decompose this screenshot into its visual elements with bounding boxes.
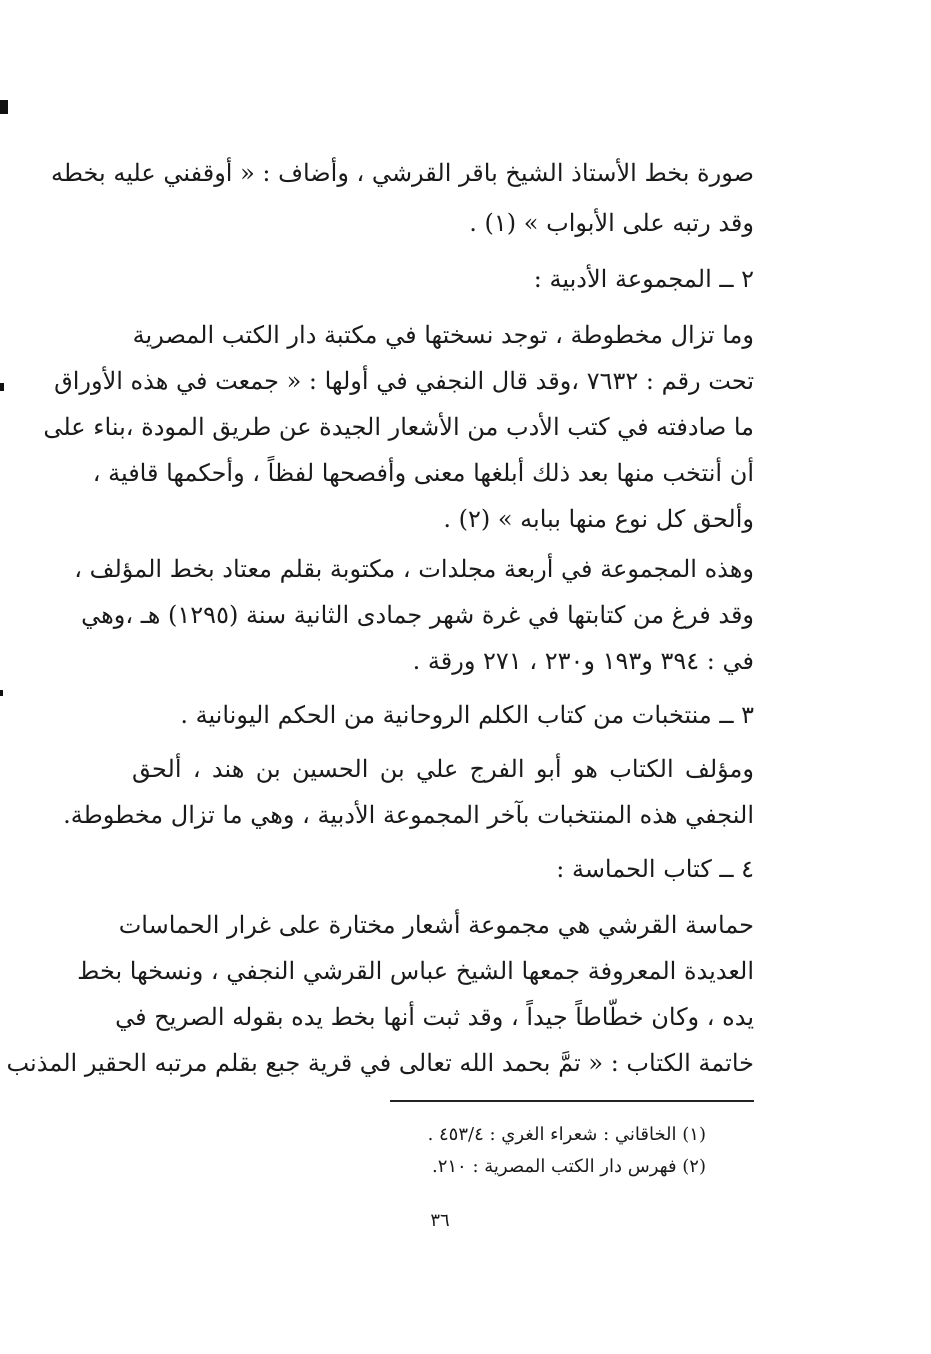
- body-line: العديدة المعروفة جمعها الشيخ عباس القرشي النجفي ، ونسخها بخط: [77, 957, 754, 985]
- section-heading: ٣ ــ منتخبات من كتاب الكلم الروحانية من الحكم اليونانية .: [180, 701, 754, 729]
- body-line: وقد رتبه على الأبواب » (١) .: [469, 209, 754, 237]
- body-line: يده ، وكان خطّاطاً جيداً ، وقد ثبت أنها بخط يده بقوله الصريح في: [115, 1003, 754, 1031]
- footnote: (١) الخاقاني : شعراء الغري : ٤٥٣/٤ .: [427, 1124, 706, 1145]
- section-heading: ٤ ــ كتاب الحماسة :: [556, 855, 754, 883]
- section-heading: ٢ ــ المجموعة الأدبية :: [533, 265, 754, 293]
- footnote: (٢) فهرس دار الكتب المصرية : ٢١٠.: [431, 1156, 706, 1177]
- body-line: صورة بخط الأستاذ الشيخ باقر القرشي ، وأضاف : « أوقفني عليه بخطه: [50, 159, 754, 187]
- body-line: تحت رقم : ٧٦٣٢ ،وقد قال النجفي في أولها : « جمعت في هذه الأوراق: [54, 367, 754, 395]
- body-line: في : ٣٩٤ و١٩٣ و٢٣٠ ، ٢٧١ ورقة .: [412, 647, 754, 675]
- body-line: خاتمة الكتاب : « تمَّ بحمد الله تعالى في قرية جبع بقلم مرتبه الحقير المذنب: [6, 1049, 754, 1077]
- scan-edge-mark: [0, 100, 8, 114]
- body-line: أن أنتخب منها بعد ذلك أبلغها معنى وأفصحها لفظاً ، وأحكمها قافية ،: [92, 459, 754, 487]
- body-line: وقد فرغ من كتابتها في غرة شهر جمادى الثانية سنة (١٢٩٥) هـ ،وهي: [81, 601, 754, 629]
- body-line: وما تزال مخطوطة ، توجد نسختها في مكتبة دار الكتب المصرية: [132, 321, 754, 349]
- body-line: ما صادفته في كتب الأدب من الأشعار الجيدة عن طريق المودة ،بناء على: [43, 413, 754, 441]
- body-line: النجفي هذه المنتخبات بآخر المجموعة الأدبية ، وهي ما تزال مخطوطة.: [63, 801, 754, 829]
- body-line: حماسة القرشي هي مجموعة أشعار مختارة على غرار الحماسات: [118, 911, 754, 939]
- footnote-separator: [390, 1100, 754, 1102]
- scan-edge-mark: [0, 690, 3, 696]
- body-line: وهذه المجموعة في أربعة مجلدات ، مكتوبة بقلم معتاد بخط المؤلف ،: [74, 555, 754, 583]
- page-number: ٣٦: [430, 1210, 450, 1231]
- body-line: ومؤلف الكتاب هو أبو الفرج علي بن الحسين بن هند ، ألحق: [132, 755, 754, 783]
- scan-edge-mark: [0, 383, 4, 391]
- body-line: وألحق كل نوع منها ببابه » (٢) .: [443, 505, 754, 533]
